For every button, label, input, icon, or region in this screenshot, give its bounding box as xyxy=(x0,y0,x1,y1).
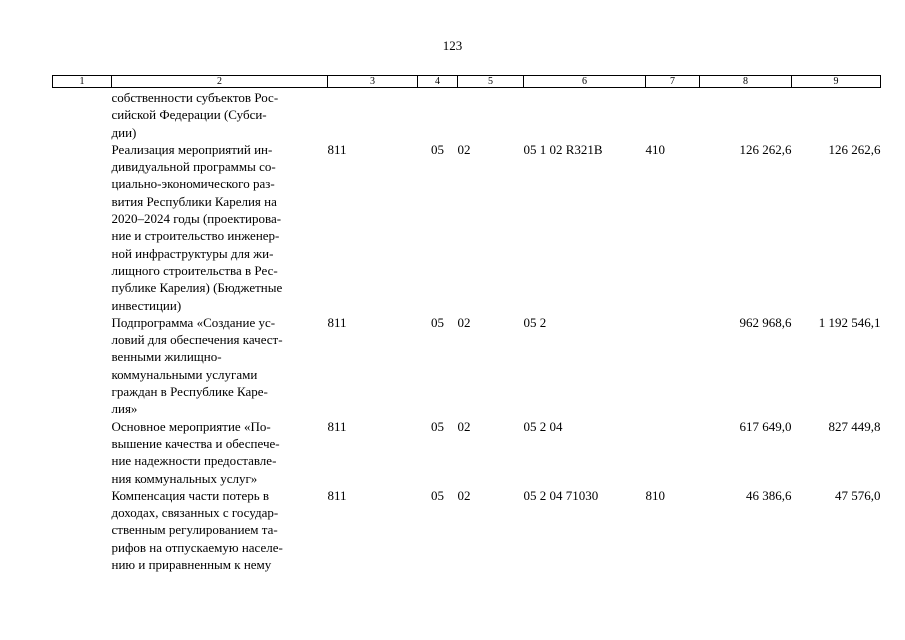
item-name-line: инвестиции) xyxy=(111,297,182,313)
item-name-line: коммунальными услугами xyxy=(111,366,258,382)
item-name-line: ной инфраструктуры для жи- xyxy=(111,245,274,261)
column-number-row xyxy=(53,76,881,88)
item-name-line: граждан в Республике Каре- xyxy=(111,384,268,400)
target-article-cell: 05 1 02 R321B xyxy=(523,141,603,157)
amount-year-2-cell: 47 576,0 xyxy=(835,487,881,503)
item-name-line: ние и строительство инженер- xyxy=(111,228,280,244)
expense-type-cell xyxy=(646,314,700,418)
expense-type-cell xyxy=(646,88,700,141)
item-name-line: дии) xyxy=(111,124,137,140)
item-name-line: нию и приравненным к нему xyxy=(111,557,272,573)
amount-year-2-cell: 1 192 546,1 xyxy=(818,314,881,330)
amount-year-1-cell: 46 386,6 xyxy=(746,487,792,503)
ministry-code-cell xyxy=(328,88,418,141)
expense-type-cell: 410 xyxy=(645,141,665,157)
row-number-cell xyxy=(53,141,112,314)
item-name-line: 2020–2024 годы (проектирова- xyxy=(111,211,282,227)
column-header-6: 6 xyxy=(524,76,646,88)
amount-year-1-cell: 962 968,6 xyxy=(739,314,792,330)
subsection-code-cell: 02 xyxy=(457,314,471,330)
table-row xyxy=(53,418,881,487)
item-name-line: Подпрограмма «Создание ус- xyxy=(111,314,276,330)
item-name-cell xyxy=(112,314,328,418)
item-name-line: ние надежности предоставле- xyxy=(111,453,277,469)
item-name-line: венными жилищно- xyxy=(111,349,222,365)
column-header-1: 1 xyxy=(53,76,112,88)
item-name-line: Реализация мероприятий ин- xyxy=(111,141,273,157)
item-name-line: вития Республики Карелия на xyxy=(111,193,277,209)
amount-year-1-cell: 126 262,6 xyxy=(739,141,792,157)
expense-type-cell: 810 xyxy=(645,487,665,503)
item-name-line: собственности субъектов Рос- xyxy=(111,90,279,105)
amount-year-2-cell: 126 262,6 xyxy=(828,141,881,157)
ministry-code-cell: 811 xyxy=(327,141,347,157)
section-code-cell: 05 xyxy=(431,141,444,157)
column-header-9: 9 xyxy=(792,76,881,88)
ministry-code-cell: 811 xyxy=(327,314,347,330)
amount-year-2-cell: 827 449,8 xyxy=(828,418,881,434)
amount-year-1-cell xyxy=(700,88,792,141)
target-article-cell xyxy=(524,88,646,141)
section-code-cell xyxy=(418,88,458,141)
row-number-cell xyxy=(53,88,112,141)
table-row xyxy=(53,487,881,573)
item-name-line: ственным регулированием та- xyxy=(111,522,278,538)
table-row xyxy=(53,141,881,314)
item-name-line: сийской Федерации (Субси- xyxy=(111,107,267,123)
item-name-cell xyxy=(112,418,328,487)
item-name-line: публике Карелия) (Бюджетные xyxy=(111,280,283,296)
row-number-cell xyxy=(53,418,112,487)
target-article-cell: 05 2 xyxy=(523,314,547,330)
item-name-line: Компенсация части потерь в xyxy=(111,487,270,503)
item-name-line: лия» xyxy=(111,401,138,417)
expense-type-cell xyxy=(646,418,700,487)
column-header-2: 2 xyxy=(112,76,328,88)
target-article-cell: 05 2 04 xyxy=(523,418,563,434)
ministry-code-cell: 811 xyxy=(327,418,347,434)
item-name-line: ловий для обеспечения качест- xyxy=(111,332,283,348)
item-name-cell xyxy=(112,141,328,314)
column-header-3: 3 xyxy=(328,76,418,88)
column-header-7: 7 xyxy=(646,76,700,88)
row-number-cell xyxy=(53,487,112,573)
item-name-line: ния коммунальных услуг» xyxy=(111,470,258,486)
item-name-line: рифов на отпускаемую населе- xyxy=(111,539,283,555)
target-article-cell: 05 2 04 71030 xyxy=(523,487,599,503)
section-code-cell: 05 xyxy=(431,314,444,330)
item-name-line: дивидуальной программы со- xyxy=(111,159,276,175)
item-name-line: доходах, связанных с государ- xyxy=(111,505,279,521)
item-name-line: вышение качества и обеспече- xyxy=(111,435,280,451)
subsection-code-cell: 02 xyxy=(457,487,471,503)
subsection-code-cell: 02 xyxy=(457,141,471,157)
item-name-line: лищного строительства в Рес- xyxy=(111,262,278,278)
amount-year-2-cell xyxy=(792,88,881,141)
ministry-code-cell: 811 xyxy=(327,487,347,503)
table-row xyxy=(53,314,881,418)
item-name-cell xyxy=(112,487,328,573)
subsection-code-cell xyxy=(458,88,524,141)
item-name-cell xyxy=(112,88,328,141)
item-name-line: циально-экономического раз- xyxy=(111,176,275,192)
amount-year-1-cell: 617 649,0 xyxy=(739,418,792,434)
column-header-4: 4 xyxy=(418,76,458,88)
item-name-line: Основное мероприятие «По- xyxy=(111,418,271,434)
page-number: 123 xyxy=(442,38,463,53)
row-number-cell xyxy=(53,314,112,418)
column-header-5: 5 xyxy=(458,76,524,88)
subsection-code-cell: 02 xyxy=(457,418,471,434)
table-row xyxy=(53,88,881,141)
section-code-cell: 05 xyxy=(431,487,444,503)
table-body xyxy=(53,88,881,574)
column-header-8: 8 xyxy=(700,76,792,88)
budget-table xyxy=(52,75,881,573)
section-code-cell: 05 xyxy=(431,418,444,434)
